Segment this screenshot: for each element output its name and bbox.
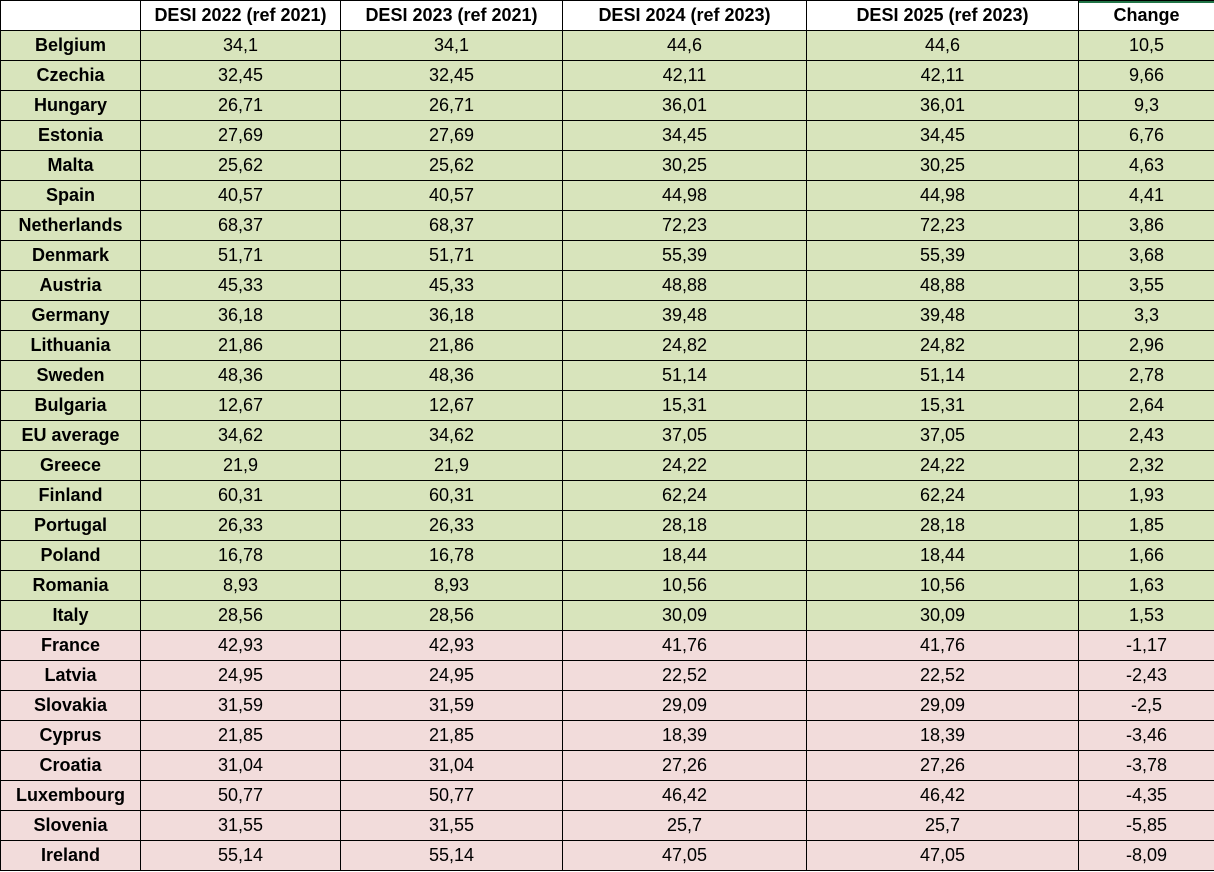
cell-desi-2022[interactable]: 21,86: [141, 331, 341, 361]
cell-desi-2023[interactable]: 28,56: [341, 601, 563, 631]
cell-desi-2022[interactable]: 42,93: [141, 631, 341, 661]
cell-change[interactable]: 6,76: [1079, 121, 1214, 151]
table-row: [1, 571, 1214, 601]
cell-country[interactable]: Lithuania: [1, 331, 141, 361]
cell-desi-2025[interactable]: 37,05: [807, 421, 1079, 451]
table-row: [1, 451, 1214, 481]
cell-desi-2022[interactable]: 31,04: [141, 751, 341, 781]
header-cell-desi-2022[interactable]: DESI 2022 (ref 2021): [141, 1, 341, 31]
cell-desi-2025[interactable]: 36,01: [807, 91, 1079, 121]
cell-country[interactable]: Luxembourg: [1, 781, 141, 811]
cell-desi-2025[interactable]: 44,98: [807, 181, 1079, 211]
cell-desi-2023[interactable]: 50,77: [341, 781, 563, 811]
cell-country[interactable]: Spain: [1, 181, 141, 211]
header-cell-change[interactable]: [1079, 1, 1214, 31]
cell-desi-2022[interactable]: 26,71: [141, 91, 341, 121]
cell-country[interactable]: Italy: [1, 601, 141, 631]
cell-country[interactable]: Hungary: [1, 91, 141, 121]
cell-desi-2024[interactable]: 39,48: [563, 301, 807, 331]
header-cell-desi-2025[interactable]: DESI 2025 (ref 2023): [807, 1, 1079, 31]
cell-change[interactable]: -2,43: [1079, 661, 1214, 691]
table-row: [1, 841, 1214, 871]
cell-desi-2024[interactable]: 24,22: [563, 451, 807, 481]
cell-desi-2024[interactable]: 44,6: [563, 31, 807, 61]
cell-desi-2025[interactable]: 34,45: [807, 121, 1079, 151]
cell-change[interactable]: 9,3: [1079, 91, 1214, 121]
table-row: [1, 601, 1214, 631]
cell-desi-2025[interactable]: 55,39: [807, 241, 1079, 271]
cell-desi-2022[interactable]: 24,95: [141, 661, 341, 691]
cell-country[interactable]: EU average: [1, 421, 141, 451]
cell-desi-2023[interactable]: 26,33: [341, 511, 563, 541]
cell-desi-2024[interactable]: 55,39: [563, 241, 807, 271]
table-row: [1, 271, 1214, 301]
cell-country[interactable]: Sweden: [1, 361, 141, 391]
header-cell-country[interactable]: [1, 1, 141, 31]
cell-desi-2024[interactable]: 72,23: [563, 211, 807, 241]
cell-desi-2025[interactable]: 15,31: [807, 391, 1079, 421]
cell-country[interactable]: Portugal: [1, 511, 141, 541]
header-cell-desi-2023[interactable]: DESI 2023 (ref 2021): [341, 1, 563, 31]
table-row: [1, 721, 1214, 751]
cell-change[interactable]: 3,86: [1079, 211, 1214, 241]
table-row: [1, 181, 1214, 211]
cell-desi-2025[interactable]: 27,26: [807, 751, 1079, 781]
cell-change[interactable]: 4,41: [1079, 181, 1214, 211]
cell-desi-2024[interactable]: 22,52: [563, 661, 807, 691]
cell-desi-2025[interactable]: 25,7: [807, 811, 1079, 841]
cell-desi-2025[interactable]: 62,24: [807, 481, 1079, 511]
cell-desi-2022[interactable]: 48,36: [141, 361, 341, 391]
cell-country[interactable]: Slovakia: [1, 691, 141, 721]
cell-country[interactable]: Romania: [1, 571, 141, 601]
cell-change[interactable]: 1,85: [1079, 511, 1214, 541]
cell-desi-2024[interactable]: 41,76: [563, 631, 807, 661]
cell-desi-2024[interactable]: 28,18: [563, 511, 807, 541]
table-row: [1, 151, 1214, 181]
cell-country[interactable]: Poland: [1, 541, 141, 571]
cell-desi-2025[interactable]: 29,09: [807, 691, 1079, 721]
selected-cell-indicator: [1079, 1, 1214, 4]
cell-desi-2022[interactable]: 12,67: [141, 391, 341, 421]
table-row: [1, 91, 1214, 121]
table-row: [1, 631, 1214, 661]
cell-change[interactable]: 3,3: [1079, 301, 1214, 331]
cell-change[interactable]: -3,46: [1079, 721, 1214, 751]
cell-desi-2022[interactable]: 32,45: [141, 61, 341, 91]
table-row: [1, 511, 1214, 541]
cell-country[interactable]: Ireland: [1, 841, 141, 871]
cell-change[interactable]: 4,63: [1079, 151, 1214, 181]
cell-desi-2022[interactable]: 21,9: [141, 451, 341, 481]
cell-desi-2022[interactable]: 27,69: [141, 121, 341, 151]
cell-country[interactable]: Germany: [1, 301, 141, 331]
cell-desi-2024[interactable]: 25,7: [563, 811, 807, 841]
cell-change[interactable]: 3,68: [1079, 241, 1214, 271]
cell-desi-2022[interactable]: 45,33: [141, 271, 341, 301]
cell-country[interactable]: Finland: [1, 481, 141, 511]
cell-desi-2023[interactable]: 55,14: [341, 841, 563, 871]
cell-country[interactable]: Austria: [1, 271, 141, 301]
table-row: [1, 61, 1214, 91]
cell-change[interactable]: 2,32: [1079, 451, 1214, 481]
cell-desi-2025[interactable]: 24,82: [807, 331, 1079, 361]
cell-change[interactable]: 9,66: [1079, 61, 1214, 91]
cell-desi-2023[interactable]: 31,55: [341, 811, 563, 841]
cell-desi-2023[interactable]: 21,85: [341, 721, 563, 751]
table-row: [1, 211, 1214, 241]
cell-change[interactable]: 2,78: [1079, 361, 1214, 391]
cell-desi-2023[interactable]: 40,57: [341, 181, 563, 211]
cell-desi-2023[interactable]: 24,95: [341, 661, 563, 691]
cell-desi-2022[interactable]: 8,93: [141, 571, 341, 601]
cell-desi-2024[interactable]: 46,42: [563, 781, 807, 811]
cell-desi-2023[interactable]: 34,1: [341, 31, 563, 61]
cell-desi-2024[interactable]: 18,39: [563, 721, 807, 751]
cell-country[interactable]: Slovenia: [1, 811, 141, 841]
cell-desi-2025[interactable]: 30,09: [807, 601, 1079, 631]
cell-change[interactable]: 10,5: [1079, 31, 1214, 61]
cell-desi-2024[interactable]: 62,24: [563, 481, 807, 511]
cell-desi-2023[interactable]: 16,78: [341, 541, 563, 571]
table-row: [1, 301, 1214, 331]
cell-country[interactable]: Cyprus: [1, 721, 141, 751]
cell-country[interactable]: Croatia: [1, 751, 141, 781]
cell-desi-2025[interactable]: 18,39: [807, 721, 1079, 751]
cell-desi-2025[interactable]: 22,52: [807, 661, 1079, 691]
table-row: [1, 121, 1214, 151]
cell-country[interactable]: Denmark: [1, 241, 141, 271]
cell-desi-2022[interactable]: 31,55: [141, 811, 341, 841]
cell-country[interactable]: Malta: [1, 151, 141, 181]
cell-desi-2023[interactable]: 21,86: [341, 331, 563, 361]
cell-change[interactable]: -2,5: [1079, 691, 1214, 721]
header-cell-desi-2024[interactable]: DESI 2024 (ref 2023): [563, 1, 807, 31]
cell-desi-2022[interactable]: 26,33: [141, 511, 341, 541]
cell-desi-2024[interactable]: 18,44: [563, 541, 807, 571]
cell-desi-2024[interactable]: 34,45: [563, 121, 807, 151]
table-body: [1, 31, 1214, 871]
table-row: [1, 361, 1214, 391]
cell-desi-2022[interactable]: 60,31: [141, 481, 341, 511]
table-row: [1, 691, 1214, 721]
cell-desi-2025[interactable]: 42,11: [807, 61, 1079, 91]
cell-desi-2025[interactable]: 30,25: [807, 151, 1079, 181]
cell-change[interactable]: -1,17: [1079, 631, 1214, 661]
cell-country[interactable]: Greece: [1, 451, 141, 481]
cell-desi-2022[interactable]: 50,77: [141, 781, 341, 811]
cell-desi-2022[interactable]: 25,62: [141, 151, 341, 181]
cell-desi-2022[interactable]: 21,85: [141, 721, 341, 751]
cell-desi-2022[interactable]: 40,57: [141, 181, 341, 211]
table-row: [1, 421, 1214, 451]
cell-desi-2023[interactable]: 42,93: [341, 631, 563, 661]
cell-change[interactable]: 2,43: [1079, 421, 1214, 451]
cell-desi-2024[interactable]: 15,31: [563, 391, 807, 421]
cell-desi-2025[interactable]: 47,05: [807, 841, 1079, 871]
cell-desi-2024[interactable]: 30,09: [563, 601, 807, 631]
cell-desi-2022[interactable]: 28,56: [141, 601, 341, 631]
cell-country[interactable]: Latvia: [1, 661, 141, 691]
cell-change[interactable]: 1,63: [1079, 571, 1214, 601]
cell-desi-2022[interactable]: 31,59: [141, 691, 341, 721]
cell-desi-2025[interactable]: 39,48: [807, 301, 1079, 331]
cell-desi-2023[interactable]: 34,62: [341, 421, 563, 451]
table-row: [1, 811, 1214, 841]
cell-desi-2023[interactable]: 68,37: [341, 211, 563, 241]
cell-country[interactable]: Estonia: [1, 121, 141, 151]
table-row: [1, 751, 1214, 781]
cell-desi-2025[interactable]: 41,76: [807, 631, 1079, 661]
cell-desi-2022[interactable]: 16,78: [141, 541, 341, 571]
cell-desi-2023[interactable]: 45,33: [341, 271, 563, 301]
cell-desi-2025[interactable]: 44,6: [807, 31, 1079, 61]
cell-desi-2025[interactable]: 28,18: [807, 511, 1079, 541]
cell-desi-2025[interactable]: 72,23: [807, 211, 1079, 241]
cell-change[interactable]: -4,35: [1079, 781, 1214, 811]
cell-desi-2023[interactable]: 26,71: [341, 91, 563, 121]
cell-country[interactable]: France: [1, 631, 141, 661]
table-row: [1, 481, 1214, 511]
cell-desi-2024[interactable]: 24,82: [563, 331, 807, 361]
cell-desi-2023[interactable]: 51,71: [341, 241, 563, 271]
cell-desi-2022[interactable]: 51,71: [141, 241, 341, 271]
cell-desi-2025[interactable]: 10,56: [807, 571, 1079, 601]
cell-desi-2023[interactable]: 8,93: [341, 571, 563, 601]
cell-country[interactable]: Netherlands: [1, 211, 141, 241]
cell-desi-2022[interactable]: 68,37: [141, 211, 341, 241]
cell-change[interactable]: 1,93: [1079, 481, 1214, 511]
cell-desi-2023[interactable]: 60,31: [341, 481, 563, 511]
cell-desi-2025[interactable]: 24,22: [807, 451, 1079, 481]
cell-desi-2022[interactable]: 36,18: [141, 301, 341, 331]
cell-desi-2023[interactable]: 12,67: [341, 391, 563, 421]
cell-desi-2022[interactable]: 55,14: [141, 841, 341, 871]
table-row: [1, 331, 1214, 361]
cell-desi-2024[interactable]: 42,11: [563, 61, 807, 91]
cell-desi-2023[interactable]: 21,9: [341, 451, 563, 481]
cell-desi-2023[interactable]: 36,18: [341, 301, 563, 331]
cell-desi-2024[interactable]: 36,01: [563, 91, 807, 121]
table-row: [1, 31, 1214, 61]
cell-desi-2024[interactable]: 30,25: [563, 151, 807, 181]
cell-desi-2024[interactable]: 47,05: [563, 841, 807, 871]
cell-desi-2023[interactable]: 31,59: [341, 691, 563, 721]
header-row: [1, 1, 1214, 31]
cell-change[interactable]: 2,64: [1079, 391, 1214, 421]
cell-desi-2022[interactable]: 34,1: [141, 31, 341, 61]
cell-desi-2023[interactable]: 48,36: [341, 361, 563, 391]
cell-desi-2025[interactable]: 18,44: [807, 541, 1079, 571]
cell-desi-2025[interactable]: 48,88: [807, 271, 1079, 301]
cell-desi-2022[interactable]: 34,62: [141, 421, 341, 451]
cell-desi-2025[interactable]: 46,42: [807, 781, 1079, 811]
cell-desi-2024[interactable]: 51,14: [563, 361, 807, 391]
cell-desi-2024[interactable]: 27,26: [563, 751, 807, 781]
cell-country[interactable]: Bulgaria: [1, 391, 141, 421]
cell-desi-2024[interactable]: 48,88: [563, 271, 807, 301]
cell-country[interactable]: Belgium: [1, 31, 141, 61]
cell-change[interactable]: 1,66: [1079, 541, 1214, 571]
cell-desi-2023[interactable]: 32,45: [341, 61, 563, 91]
table-row: [1, 541, 1214, 571]
cell-change[interactable]: 3,55: [1079, 271, 1214, 301]
cell-change[interactable]: -5,85: [1079, 811, 1214, 841]
cell-country[interactable]: Czechia: [1, 61, 141, 91]
cell-desi-2024[interactable]: 29,09: [563, 691, 807, 721]
table-row: [1, 661, 1214, 691]
cell-desi-2024[interactable]: 37,05: [563, 421, 807, 451]
header-cell-change-label: Change: [1113, 5, 1180, 25]
table-row: [1, 781, 1214, 811]
table-row: [1, 241, 1214, 271]
cell-desi-2023[interactable]: 27,69: [341, 121, 563, 151]
cell-desi-2024[interactable]: 44,98: [563, 181, 807, 211]
cell-change[interactable]: -3,78: [1079, 751, 1214, 781]
cell-change[interactable]: -8,09: [1079, 841, 1214, 871]
cell-desi-2025[interactable]: 51,14: [807, 361, 1079, 391]
cell-desi-2023[interactable]: 25,62: [341, 151, 563, 181]
cell-desi-2024[interactable]: 10,56: [563, 571, 807, 601]
cell-change[interactable]: 1,53: [1079, 601, 1214, 631]
cell-desi-2023[interactable]: 31,04: [341, 751, 563, 781]
table-row: [1, 391, 1214, 421]
cell-change[interactable]: 2,96: [1079, 331, 1214, 361]
